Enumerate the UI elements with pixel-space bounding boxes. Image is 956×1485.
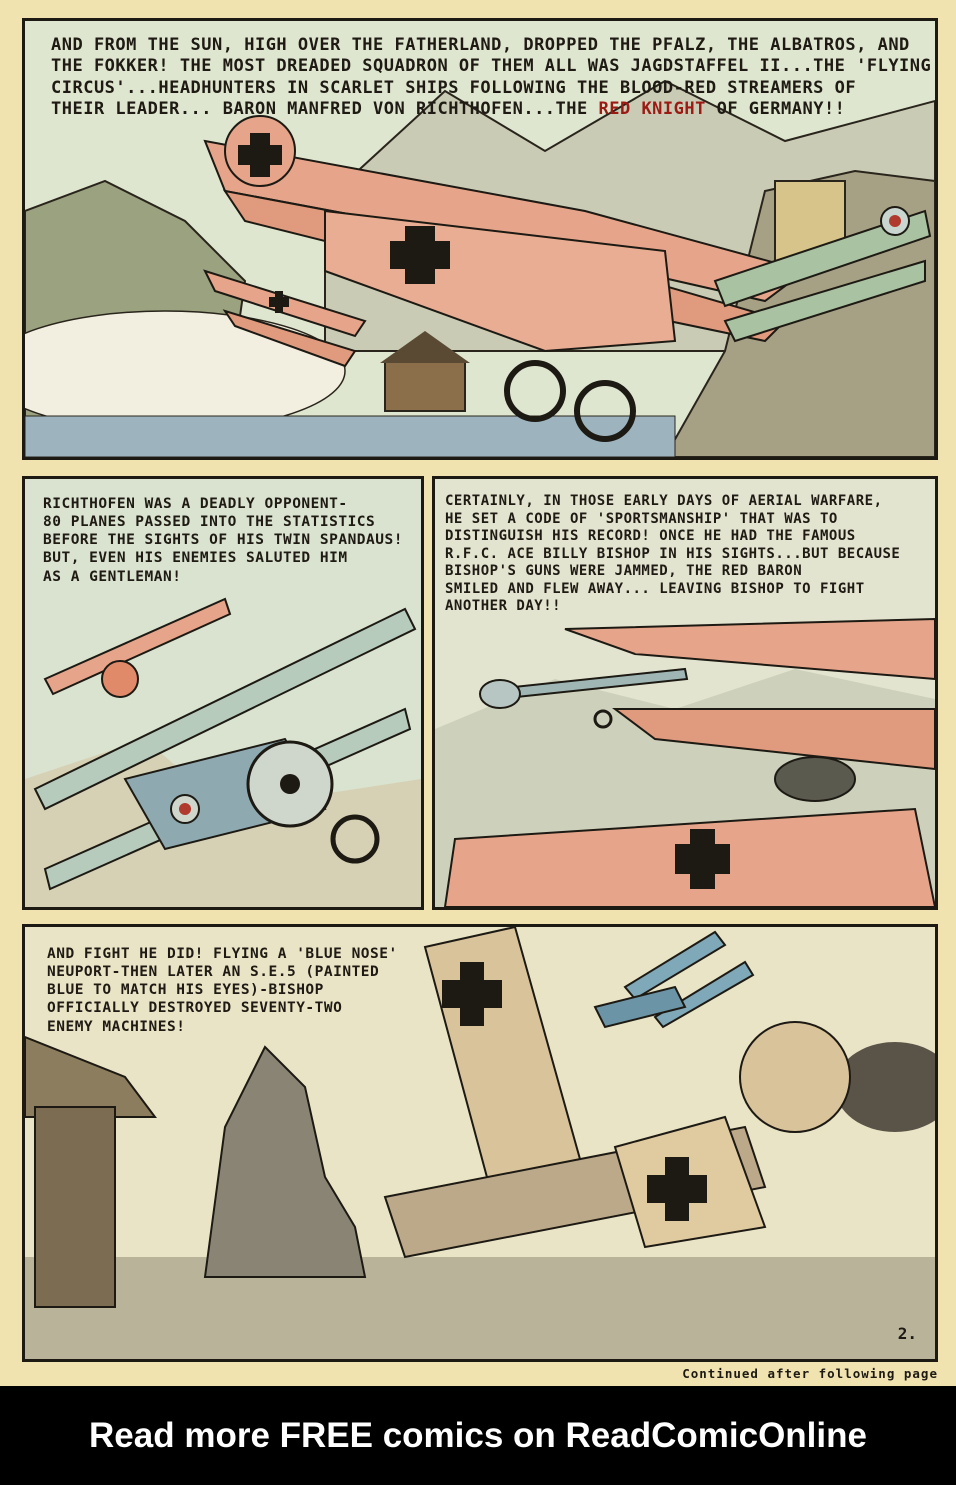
panel-1 — [22, 18, 938, 460]
caption-line: DISTINGUISH HIS RECORD! ONCE HE HAD THE FAMOUS — [445, 528, 856, 544]
panel-4 — [22, 924, 938, 1362]
caption-line: HE SET A CODE OF 'SPORTSMANSHIP' THAT WAS TO — [445, 510, 838, 527]
caption-line: ENEMY MACHINES! — [47, 1018, 186, 1035]
caption-line: THE FOKKER! THE MOST DREADED SQUADRON OF THEM ALL WAS JAGDSTAFFEL II...THE 'FLYING — [51, 56, 932, 77]
panel-1-caption — [51, 35, 931, 120]
caption-line: AND FIGHT HE DID! FLYING A 'BLUE NOSE' — [47, 946, 398, 962]
caption-line: BEFORE THE SIGHTS OF HIS TWIN SPANDAUS! — [43, 532, 403, 549]
caption-line: R.F.C. ACE BILLY BISHOP IN HIS SIGHTS...BUT BECAUSE — [445, 545, 901, 562]
panel-3-caption — [445, 493, 900, 616]
caption-line: BUT, EVEN HIS ENEMIES SALUTED HIM — [43, 550, 348, 567]
continued-note: Continued after following page — [682, 1366, 938, 1381]
red-knight-highlight: RED KNIGHT — [598, 98, 706, 119]
caption-line: NEUPORT-THEN LATER AN S.E.5 (PAINTED — [47, 964, 380, 981]
caption-line: OFFICIALLY DESTROYED SEVENTY-TWO — [47, 1000, 343, 1017]
caption-line: ANOTHER DAY!! — [445, 598, 562, 614]
caption-line: RICHTHOFEN WAS A DEADLY OPPONENT- — [43, 496, 348, 512]
caption-line: BLUE TO MATCH HIS EYES)-BISHOP — [47, 982, 324, 999]
panel-3 — [432, 476, 938, 910]
caption-line: CERTAINLY, IN THOSE EARLY DAYS OF AERIAL WARFARE, — [445, 493, 883, 509]
caption-line: AS A GENTLEMAN! — [43, 568, 182, 585]
promo-banner[interactable] — [0, 1386, 956, 1485]
caption-line: 80 PLANES PASSED INTO THE STATISTICS — [43, 514, 376, 531]
caption-line: SMILED AND FLEW AWAY... LEAVING BISHOP TO FIGHT — [445, 580, 865, 597]
panel-4-caption — [47, 945, 398, 1036]
panel-2-caption — [43, 495, 403, 586]
caption-line: AND FROM THE SUN, HIGH OVER THE FATHERLAND, DROPPED THE PFALZ, THE ALBATROS, AND — [51, 35, 910, 55]
promo-banner-text[interactable]: Read more FREE comics on ReadComicOnline — [89, 1415, 867, 1455]
page-number: 2. — [897, 1324, 917, 1343]
caption-line: BISHOP'S GUNS WERE JAMMED, THE RED BARON — [445, 563, 803, 579]
caption-line: CIRCUS'...HEADHUNTERS IN SCARLET SHIPS FOLLOWING THE BLOOD-RED STREAMERS OF — [51, 77, 857, 98]
caption-line: THEIR LEADER... BARON MANFRED VON RICHTHOFEN...THE RED KNIGHT OF GERMANY!! — [51, 98, 846, 119]
panel-2 — [22, 476, 424, 910]
